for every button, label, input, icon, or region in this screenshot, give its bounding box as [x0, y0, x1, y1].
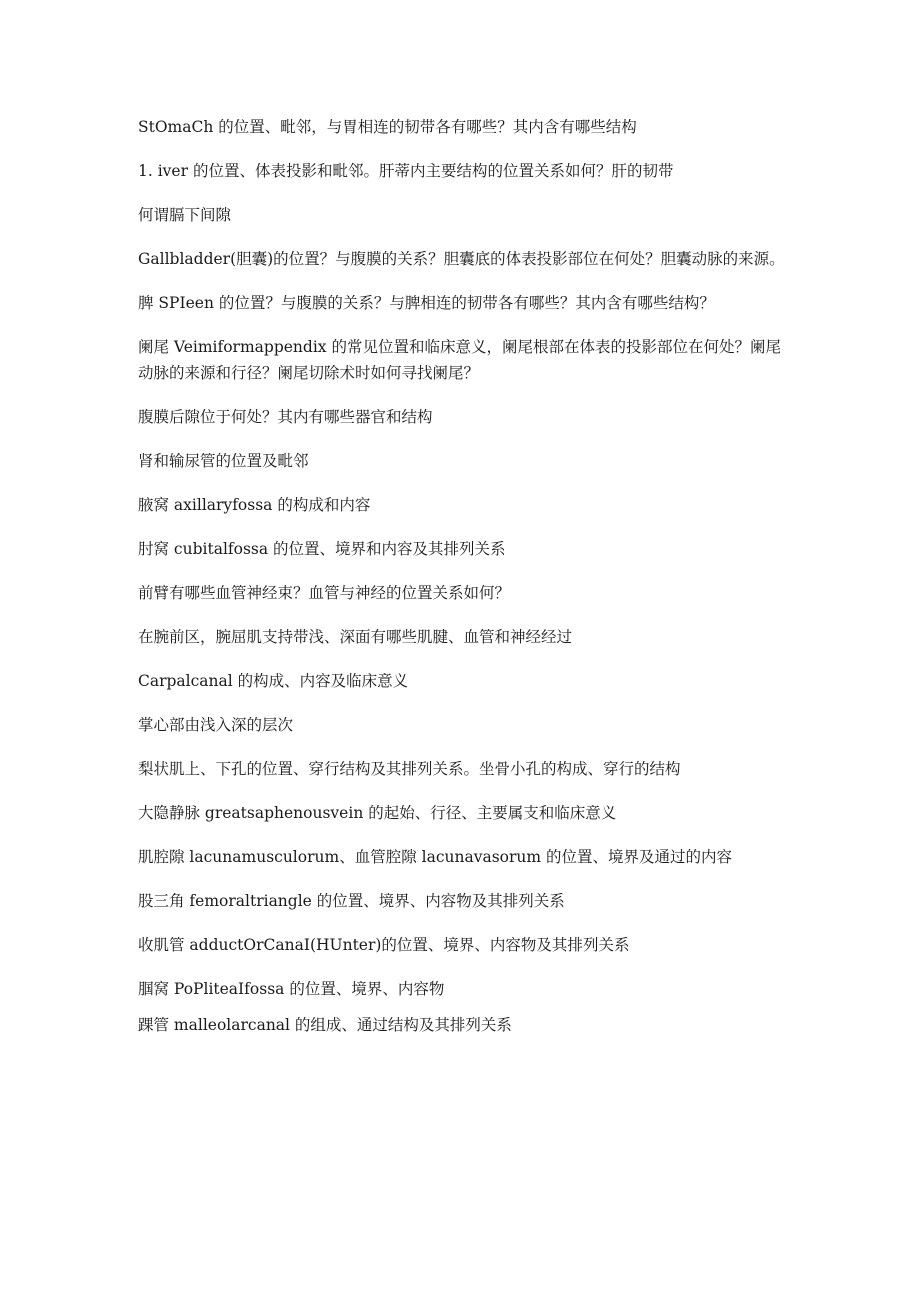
question-cubital-fossa: 肘窝 cubitalfossa 的位置、境界和内容及其排列关系 [138, 540, 506, 558]
question-gallbladder: Gallbladder(胆囊)的位置？与腹膜的关系？胆囊底的体表投影部位在何处？胆囊动脉的来源。 [138, 250, 785, 268]
question-axillary-fossa: 腋窝 axillaryfossa 的构成和内容 [138, 496, 371, 514]
question-stomach: StOmaCh 的位置、毗邻，与胃相连的韧带各有哪些？其内含有哪些结构 [138, 118, 637, 136]
question-forearm-neurovascular: 前臂有哪些血管神经束？血管与神经的位置关系如何？ [138, 584, 511, 602]
question-wrist-retinaculum: 在腕前区，腕屈肌支持带浅、深面有哪些肌腱、血管和神经经过 [138, 628, 573, 646]
question-retroperitoneal-space: 腹膜后隙位于何处？其内有哪些器官和结构 [138, 408, 433, 426]
question-subphrenic-space: 何谓膈下间隙 [138, 206, 232, 224]
question-popliteal-fossa: 腘窝 PoPliteaIfossa 的位置、境界、内容物 [138, 980, 445, 998]
question-adductor-canal: 收肌管 adductOrCanaI(HUnter)的位置、境界、内容物及其排列关系 [138, 936, 630, 954]
question-carpal-canal: Carpalcanal 的构成、内容及临床意义 [138, 672, 409, 690]
question-palm-layers: 掌心部由浅入深的层次 [138, 716, 294, 734]
question-liver: 1. iver 的位置、体表投影和毗邻。肝蒂内主要结构的位置关系如何？肝的韧带 [138, 162, 674, 180]
question-spleen: 脾 SPIeen 的位置？与腹膜的关系？与脾相连的韧带各有哪些？其内含有哪些结构？ [138, 294, 715, 312]
question-great-saphenous-vein: 大隐静脉 greatsaphenousvein 的起始、行径、主要属支和临床意义 [138, 804, 617, 822]
question-femoral-triangle: 股三角 femoraltriangle 的位置、境界、内容物及其排列关系 [138, 892, 565, 910]
question-piriformis-foramina: 梨状肌上、下孔的位置、穿行结构及其排列关系。坐骨小孔的构成、穿行的结构 [138, 760, 681, 778]
question-appendix: 阑尾 Veimiformappendix 的常见位置和临床意义，阑尾根部在体表的投影部位在何处？阑尾动脉的来源和行径？阑尾切除术时如何寻找阑尾？ [138, 338, 781, 382]
question-list [138, 114, 788, 1038]
question-kidney-ureter: 肾和输尿管的位置及毗邻 [138, 452, 309, 470]
question-lacunae: 肌腔隙 lacunamusculorum、血管腔隙 lacunavasorum 的位置、境界及通过的内容 [138, 848, 733, 866]
question-malleolar-canal: 踝管 malleolarcanal 的组成、通过结构及其排列关系 [138, 1016, 512, 1034]
